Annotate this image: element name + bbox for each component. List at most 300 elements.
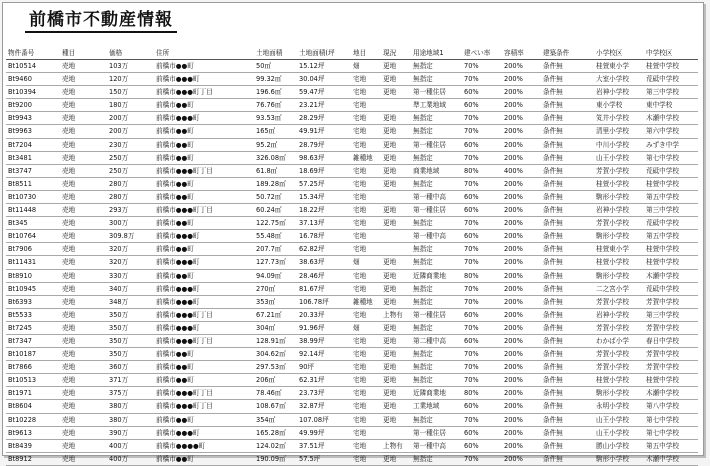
cell-property-id: Bt8912 <box>8 454 32 463</box>
cell-address: 前橋市●●●町 <box>156 297 200 306</box>
column-header-junior-high-district: 中学校区 <box>644 47 698 60</box>
cell-floor-area-ratio: 200% <box>504 127 523 136</box>
cell-zoning: 無指定 <box>413 323 433 332</box>
cell-land-type: 宅地 <box>353 127 367 136</box>
cell-zoning: 無指定 <box>413 297 433 306</box>
cell-land-area-tsubo: 107.08坪 <box>299 415 329 424</box>
cell-floor-area-ratio: 200% <box>504 62 523 70</box>
cell-coverage-ratio: 60% <box>464 336 479 345</box>
cell-property-id: Bt11448 <box>8 206 37 215</box>
cell-floor-area-ratio: 200% <box>504 219 523 228</box>
cell-current-state: 更地 <box>383 258 397 267</box>
cell-land-area-tsubo: 38.99坪 <box>299 336 325 345</box>
cell-elementary-district: 駒形小学校 <box>596 389 629 398</box>
cell-elementary-district: 芳賀小学校 <box>596 323 629 332</box>
cell-zoning: 無指定 <box>413 114 433 123</box>
column-header-elementary-district: 小学校区 <box>594 47 644 60</box>
cell-address: 前橋市●●町 <box>156 245 194 254</box>
cell-land-type: 宅地 <box>353 415 367 424</box>
cell-price: 309.8万 <box>109 232 135 241</box>
cell-land-type: 宅地 <box>353 428 367 437</box>
cell-elementary-district: 岩神小学校 <box>596 206 629 215</box>
cell-current-state <box>381 230 411 243</box>
cell-building-condition: 条件無 <box>543 310 563 319</box>
cell-price: 300万 <box>109 219 129 228</box>
cell-building-condition: 条件無 <box>543 206 563 215</box>
cell-coverage-ratio: 60% <box>464 140 479 149</box>
cell-coverage-ratio: 70% <box>464 323 479 332</box>
cell-current-state: 更地 <box>383 415 397 424</box>
cell-current-state <box>381 426 411 439</box>
table-row <box>6 151 698 164</box>
cell-building-condition: 条件無 <box>543 376 563 385</box>
table-row <box>6 348 698 361</box>
cell-building-condition: 条件無 <box>543 389 563 398</box>
cell-land-type: 宅地 <box>353 441 367 450</box>
table-row <box>6 177 698 190</box>
cell-zoning: 無指定 <box>413 153 433 162</box>
cell-junior-high-district: 第三中学校 <box>646 310 679 319</box>
cell-current-state <box>381 243 411 256</box>
cell-property-id: Bt8511 <box>8 179 32 188</box>
cell-land-area-sqm: 93.53㎡ <box>256 114 282 123</box>
cell-price: 230万 <box>109 140 129 149</box>
cell-floor-area-ratio: 200% <box>504 284 523 293</box>
cell-address: 前橋市●●●町 <box>156 323 200 332</box>
cell-current-state: 更地 <box>383 114 397 123</box>
cell-price: 293万 <box>109 206 129 215</box>
table-row <box>6 99 698 112</box>
cell-floor-area-ratio: 200% <box>504 140 523 149</box>
cell-property-id: Bt7906 <box>8 245 32 254</box>
cell-category: 売地 <box>62 428 76 437</box>
cell-junior-high-district: 第三中学校 <box>646 88 679 97</box>
cell-junior-high-district: 第五中学校 <box>646 232 679 241</box>
cell-floor-area-ratio: 200% <box>504 323 523 332</box>
cell-category: 売地 <box>62 206 76 215</box>
cell-land-area-tsubo: 18.69坪 <box>299 166 325 175</box>
cell-junior-high-district: 荒砥中学校 <box>646 75 679 84</box>
cell-coverage-ratio: 60% <box>464 428 479 437</box>
cell-land-type: 宅地 <box>353 245 367 254</box>
cell-land-area-tsubo: 49.99坪 <box>299 428 325 437</box>
cell-price: 103万 <box>109 62 129 70</box>
cell-address: 前橋市●●●町 <box>156 284 200 293</box>
cell-address: 前橋市●●●町丁目 <box>156 310 213 319</box>
cell-zoning: 無指定 <box>413 284 433 293</box>
cell-property-id: Bt9943 <box>8 114 32 123</box>
cell-land-area-tsubo: 37.13坪 <box>299 219 325 228</box>
cell-building-condition: 条件無 <box>543 454 563 463</box>
cell-land-type: 宅地 <box>353 114 367 123</box>
cell-address: 前橋市●●●町丁目 <box>156 336 213 345</box>
table-header-row <box>6 47 698 60</box>
cell-building-condition: 条件無 <box>543 402 563 411</box>
cell-land-area-sqm: 61.8㎡ <box>256 166 278 175</box>
cell-land-area-sqm: 165㎡ <box>256 127 276 136</box>
cell-property-id: Bt5533 <box>8 310 32 319</box>
cell-land-area-sqm: 95.2㎡ <box>256 140 278 149</box>
table-row <box>6 125 698 138</box>
cell-coverage-ratio: 60% <box>464 88 479 97</box>
cell-building-condition: 条件無 <box>543 232 563 241</box>
cell-category: 売地 <box>62 402 76 411</box>
cell-zoning: 無指定 <box>413 376 433 385</box>
cell-junior-high-district: 木瀬中学校 <box>646 389 679 398</box>
cell-land-area-sqm: 50.72㎡ <box>256 192 282 201</box>
cell-coverage-ratio: 70% <box>464 454 479 463</box>
cell-land-area-tsubo: 92.14坪 <box>299 350 325 359</box>
cell-coverage-ratio: 70% <box>464 376 479 385</box>
cell-land-type: 宅地 <box>353 402 367 411</box>
table-row <box>6 387 698 400</box>
cell-junior-high-district: 第五中学校 <box>646 192 679 201</box>
cell-price: 360万 <box>109 363 129 372</box>
cell-junior-high-district: 第七中学校 <box>646 153 679 162</box>
cell-price: 320万 <box>109 245 129 254</box>
cell-land-area-tsubo: 57.25坪 <box>299 179 325 188</box>
cell-property-id: Bt10187 <box>8 350 37 359</box>
table-row <box>6 204 698 217</box>
cell-land-area-sqm: 297.53㎡ <box>256 363 286 372</box>
cell-elementary-district: 芳賀小学校 <box>596 219 629 228</box>
cell-address: 前橋市●●町 <box>156 376 194 385</box>
cell-coverage-ratio: 80% <box>464 389 479 398</box>
cell-category: 売地 <box>62 350 76 359</box>
cell-elementary-district: 芳賀小学校 <box>596 363 629 372</box>
cell-property-id: Bt10514 <box>8 62 37 70</box>
table-row <box>6 73 698 86</box>
cell-zoning: 第一種住居 <box>413 140 446 149</box>
cell-price: 400万 <box>109 454 129 463</box>
cell-land-type: 宅地 <box>353 88 367 97</box>
cell-floor-area-ratio: 200% <box>504 88 523 97</box>
cell-land-area-sqm: 196.6㎡ <box>256 88 282 97</box>
cell-land-area-sqm: 60.24㎡ <box>256 206 282 215</box>
cell-address: 前橋市●●町 <box>156 271 194 280</box>
cell-category: 売地 <box>62 232 76 241</box>
cell-coverage-ratio: 60% <box>464 101 479 110</box>
cell-zoning: 無指定 <box>413 258 433 267</box>
cell-coverage-ratio: 60% <box>464 192 479 201</box>
cell-coverage-ratio: 70% <box>464 415 479 424</box>
cell-land-area-tsubo: 16.78坪 <box>299 232 325 241</box>
cell-category: 売地 <box>62 62 76 70</box>
cell-zoning: 準工業地域 <box>413 101 446 110</box>
cell-floor-area-ratio: 200% <box>504 441 523 450</box>
cell-building-condition: 条件無 <box>543 336 563 345</box>
cell-building-condition: 条件無 <box>543 75 563 84</box>
table-row <box>6 400 698 413</box>
cell-land-area-tsubo: 28.46坪 <box>299 271 325 280</box>
cell-category: 売地 <box>62 114 76 123</box>
cell-floor-area-ratio: 200% <box>504 454 523 463</box>
table-row <box>6 361 698 374</box>
cell-land-area-tsubo: 62.31坪 <box>299 376 325 385</box>
cell-property-id: Bt3481 <box>8 153 32 162</box>
cell-junior-high-district: 桂萱中学校 <box>646 179 679 188</box>
cell-junior-high-district: 桂萱中学校 <box>646 376 679 385</box>
cell-elementary-district: 東小学校 <box>596 101 623 110</box>
cell-junior-high-district: 芳賀中学校 <box>646 323 679 332</box>
cell-address: 前橋市●●町 <box>156 62 194 70</box>
table-row <box>6 452 698 465</box>
cell-land-type: 畑 <box>353 323 360 332</box>
cell-land-area-sqm: 128.91㎡ <box>256 336 286 345</box>
cell-zoning: 第一種中高 <box>413 441 446 450</box>
cell-category: 売地 <box>62 258 76 267</box>
cell-current-state: 更地 <box>383 127 397 136</box>
cell-address: 前橋市●●町 <box>156 153 194 162</box>
column-header-zoning: 用途地域1 <box>411 47 462 60</box>
cell-price: 150万 <box>109 88 129 97</box>
cell-current-state: 上物有 <box>383 310 403 319</box>
cell-elementary-district: 山王小学校 <box>596 415 629 424</box>
cell-coverage-ratio: 70% <box>464 153 479 162</box>
cell-address: 前橋市●●町 <box>156 415 194 424</box>
cell-junior-high-district: 荒砥中学校 <box>646 219 679 228</box>
cell-land-type: 宅地 <box>353 389 367 398</box>
cell-current-state: 更地 <box>383 297 397 306</box>
cell-junior-high-district: 木瀬中学校 <box>646 114 679 123</box>
cell-land-area-sqm: 326.08㎡ <box>256 153 286 162</box>
cell-land-area-sqm: 165.28㎡ <box>256 428 286 437</box>
cell-land-area-sqm: 108.67㎡ <box>256 402 286 411</box>
cell-building-condition: 条件無 <box>543 297 563 306</box>
cell-junior-high-district: 桂萱中学校 <box>646 258 679 267</box>
cell-property-id: Bt8439 <box>8 441 32 450</box>
cell-address: 前橋市●●●町 <box>156 232 200 241</box>
cell-zoning: 無指定 <box>413 363 433 372</box>
cell-zoning: 無指定 <box>413 415 433 424</box>
cell-category: 売地 <box>62 75 76 84</box>
cell-floor-area-ratio: 200% <box>504 428 523 437</box>
cell-zoning: 無指定 <box>413 219 433 228</box>
cell-land-type: 宅地 <box>353 284 367 293</box>
cell-elementary-district: 岩神小学校 <box>596 88 629 97</box>
cell-elementary-district: 芳賀小学校 <box>596 297 629 306</box>
cell-category: 売地 <box>62 166 76 175</box>
cell-address: 前橋市●●町 <box>156 192 194 201</box>
cell-coverage-ratio: 70% <box>464 62 479 70</box>
table-row <box>6 256 698 269</box>
cell-coverage-ratio: 60% <box>464 310 479 319</box>
cell-coverage-ratio: 60% <box>464 206 479 215</box>
cell-land-area-tsubo: 81.67坪 <box>299 284 325 293</box>
cell-address: 前橋市●●●町丁目 <box>156 88 213 97</box>
cell-floor-area-ratio: 200% <box>504 192 523 201</box>
cell-floor-area-ratio: 200% <box>504 310 523 319</box>
cell-junior-high-district: 東中学校 <box>646 101 673 110</box>
column-header-property-id: 物件番号 <box>6 47 60 60</box>
cell-land-area-tsubo: 23.21坪 <box>299 101 325 110</box>
cell-price: 380万 <box>109 402 129 411</box>
cell-floor-area-ratio: 200% <box>504 75 523 84</box>
cell-building-condition: 条件無 <box>543 88 563 97</box>
cell-junior-high-district: 芳賀中学校 <box>646 297 679 306</box>
cell-category: 売地 <box>62 415 76 424</box>
cell-zoning: 第一種住居 <box>413 428 446 437</box>
cell-building-condition: 条件無 <box>543 245 563 254</box>
cell-land-type: 宅地 <box>353 271 367 280</box>
cell-land-area-sqm: 304.62㎡ <box>256 350 286 359</box>
cell-land-area-sqm: 270㎡ <box>256 284 276 293</box>
cell-address: 前橋市●●●町 <box>156 258 200 267</box>
cell-address: 前橋市●●町 <box>156 454 194 463</box>
cell-elementary-district: 大室小学校 <box>596 75 629 84</box>
cell-address: 前橋市●●●町丁目 <box>156 166 213 175</box>
table-row <box>6 426 698 439</box>
cell-current-state: 更地 <box>383 166 397 175</box>
cell-zoning: 近隣商業地 <box>413 271 446 280</box>
cell-zoning: 近隣商業地 <box>413 389 446 398</box>
cell-property-id: Bt10730 <box>8 192 37 201</box>
cell-property-id: Bt345 <box>8 219 28 228</box>
cell-land-type: 畑 <box>353 258 360 267</box>
cell-junior-high-district: 第五中学校 <box>646 441 679 450</box>
cell-current-state: 更地 <box>383 323 397 332</box>
cell-category: 売地 <box>62 297 76 306</box>
cell-elementary-district: 岩神小学校 <box>596 310 629 319</box>
cell-junior-high-district: 木瀬中学校 <box>646 454 679 463</box>
cell-land-area-sqm: 190.09㎡ <box>256 454 286 463</box>
cell-building-condition: 条件無 <box>543 114 563 123</box>
cell-coverage-ratio: 60% <box>464 232 479 241</box>
cell-category: 売地 <box>62 219 76 228</box>
table-row <box>6 112 698 125</box>
cell-land-area-sqm: 353㎡ <box>256 297 276 306</box>
cell-land-area-sqm: 55.48㎡ <box>256 232 282 241</box>
column-header-land-area-tsubo: 土地面積(坪 <box>297 47 351 60</box>
cell-property-id: Bt1971 <box>8 389 32 398</box>
cell-land-type: 雑種地 <box>353 153 373 162</box>
cell-building-condition: 条件無 <box>543 441 563 450</box>
cell-building-condition: 条件無 <box>543 166 563 175</box>
cell-address: 前橋市●●●町丁目 <box>156 402 213 411</box>
cell-price: 180万 <box>109 101 129 110</box>
cell-zoning: 商業地域 <box>413 166 440 175</box>
cell-elementary-district: 駒形小学校 <box>596 232 629 241</box>
cell-elementary-district: 桂萱小学校 <box>596 376 629 385</box>
cell-junior-high-district: 木瀬中学校 <box>646 271 679 280</box>
cell-current-state: 上物有 <box>383 441 403 450</box>
cell-price: 120万 <box>109 75 129 84</box>
cell-address: 前橋市●●町 <box>156 140 194 149</box>
cell-land-type: 宅地 <box>353 363 367 372</box>
cell-land-area-sqm: 206㎡ <box>256 376 276 385</box>
cell-elementary-district: 駒形小学校 <box>596 454 629 463</box>
cell-coverage-ratio: 70% <box>464 284 479 293</box>
cell-land-area-tsubo: 38.63坪 <box>299 258 325 267</box>
cell-category: 売地 <box>62 284 76 293</box>
cell-address: 前橋市●●町 <box>156 219 194 228</box>
cell-category: 売地 <box>62 271 76 280</box>
cell-category: 売地 <box>62 323 76 332</box>
column-header-land-area-sqm: 土地面積 <box>254 47 297 60</box>
cell-zoning: 無指定 <box>413 127 433 136</box>
cell-coverage-ratio: 70% <box>464 127 479 136</box>
cell-zoning: 第一種中高 <box>413 192 446 201</box>
cell-zoning: 第一種中高 <box>413 232 446 241</box>
table-row <box>6 439 698 452</box>
cell-category: 売地 <box>62 336 76 345</box>
cell-land-area-tsubo: 15.12坪 <box>299 62 325 70</box>
cell-current-state: 更地 <box>383 271 397 280</box>
cell-zoning: 無指定 <box>413 75 433 84</box>
cell-building-condition: 条件無 <box>543 153 563 162</box>
cell-current-state <box>381 99 411 112</box>
cell-property-id: Bt8910 <box>8 271 32 280</box>
table-row <box>6 374 698 387</box>
cell-junior-high-district: 芳賀中学校 <box>646 363 679 372</box>
cell-land-area-tsubo: 57.5坪 <box>299 454 321 463</box>
cell-land-type: 宅地 <box>353 310 367 319</box>
cell-land-area-tsubo: 106.78坪 <box>299 297 329 306</box>
cell-coverage-ratio: 70% <box>464 258 479 267</box>
cell-price: 320万 <box>109 258 129 267</box>
cell-property-id: Bt7347 <box>8 336 32 345</box>
cell-elementary-district: 桂萱東小学 <box>596 62 629 70</box>
cell-building-condition: 条件無 <box>543 284 563 293</box>
cell-land-type: 宅地 <box>353 350 367 359</box>
cell-current-state: 更地 <box>383 389 397 398</box>
cell-floor-area-ratio: 200% <box>504 297 523 306</box>
cell-address: 前橋市●●町 <box>156 127 194 136</box>
cell-address: 前橋市●●●町 <box>156 428 200 437</box>
table-row <box>6 230 698 243</box>
cell-land-type: 宅地 <box>353 192 367 201</box>
cell-land-area-sqm: 124.02㎡ <box>256 441 286 450</box>
cell-coverage-ratio: 60% <box>464 402 479 411</box>
cell-property-id: Bt7866 <box>8 363 32 372</box>
cell-coverage-ratio: 60% <box>464 441 479 450</box>
cell-elementary-district: 駒形小学校 <box>596 192 629 201</box>
cell-floor-area-ratio: 200% <box>504 402 523 411</box>
cell-junior-high-district: 第七中学校 <box>646 428 679 437</box>
cell-elementary-district: 桂萱東小学 <box>596 245 629 254</box>
cell-floor-area-ratio: 200% <box>504 350 523 359</box>
table-row <box>6 86 698 99</box>
column-header-coverage-ratio: 建ぺい率 <box>462 47 502 60</box>
cell-price: 350万 <box>109 310 129 319</box>
cell-coverage-ratio: 70% <box>464 219 479 228</box>
cell-land-area-tsubo: 59.47坪 <box>299 88 325 97</box>
cell-price: 380万 <box>109 415 129 424</box>
document-sheet <box>2 2 704 463</box>
cell-price: 250万 <box>109 166 129 175</box>
cell-building-condition: 条件無 <box>543 140 563 149</box>
cell-elementary-district: 二之宮小学 <box>596 284 629 293</box>
cell-category: 売地 <box>62 363 76 372</box>
cell-category: 売地 <box>62 389 76 398</box>
cell-category: 売地 <box>62 127 76 136</box>
cell-elementary-district: 桂萱小学校 <box>596 179 629 188</box>
cell-floor-area-ratio: 200% <box>504 101 523 110</box>
column-header-land-type: 地目 <box>351 47 381 60</box>
cell-zoning: 工業地域 <box>413 402 440 411</box>
cell-land-type: 宅地 <box>353 232 367 241</box>
cell-junior-high-district: 荒砥中学校 <box>646 166 679 175</box>
cell-current-state: 更地 <box>383 88 397 97</box>
cell-price: 330万 <box>109 271 129 280</box>
cell-building-condition: 条件無 <box>543 271 563 280</box>
cell-land-type: 宅地 <box>353 376 367 385</box>
cell-property-id: Bt10764 <box>8 232 37 241</box>
cell-current-state: 更地 <box>383 350 397 359</box>
cell-current-state: 更地 <box>383 376 397 385</box>
table-row <box>6 269 698 282</box>
cell-land-area-sqm: 122.75㎡ <box>256 219 286 228</box>
